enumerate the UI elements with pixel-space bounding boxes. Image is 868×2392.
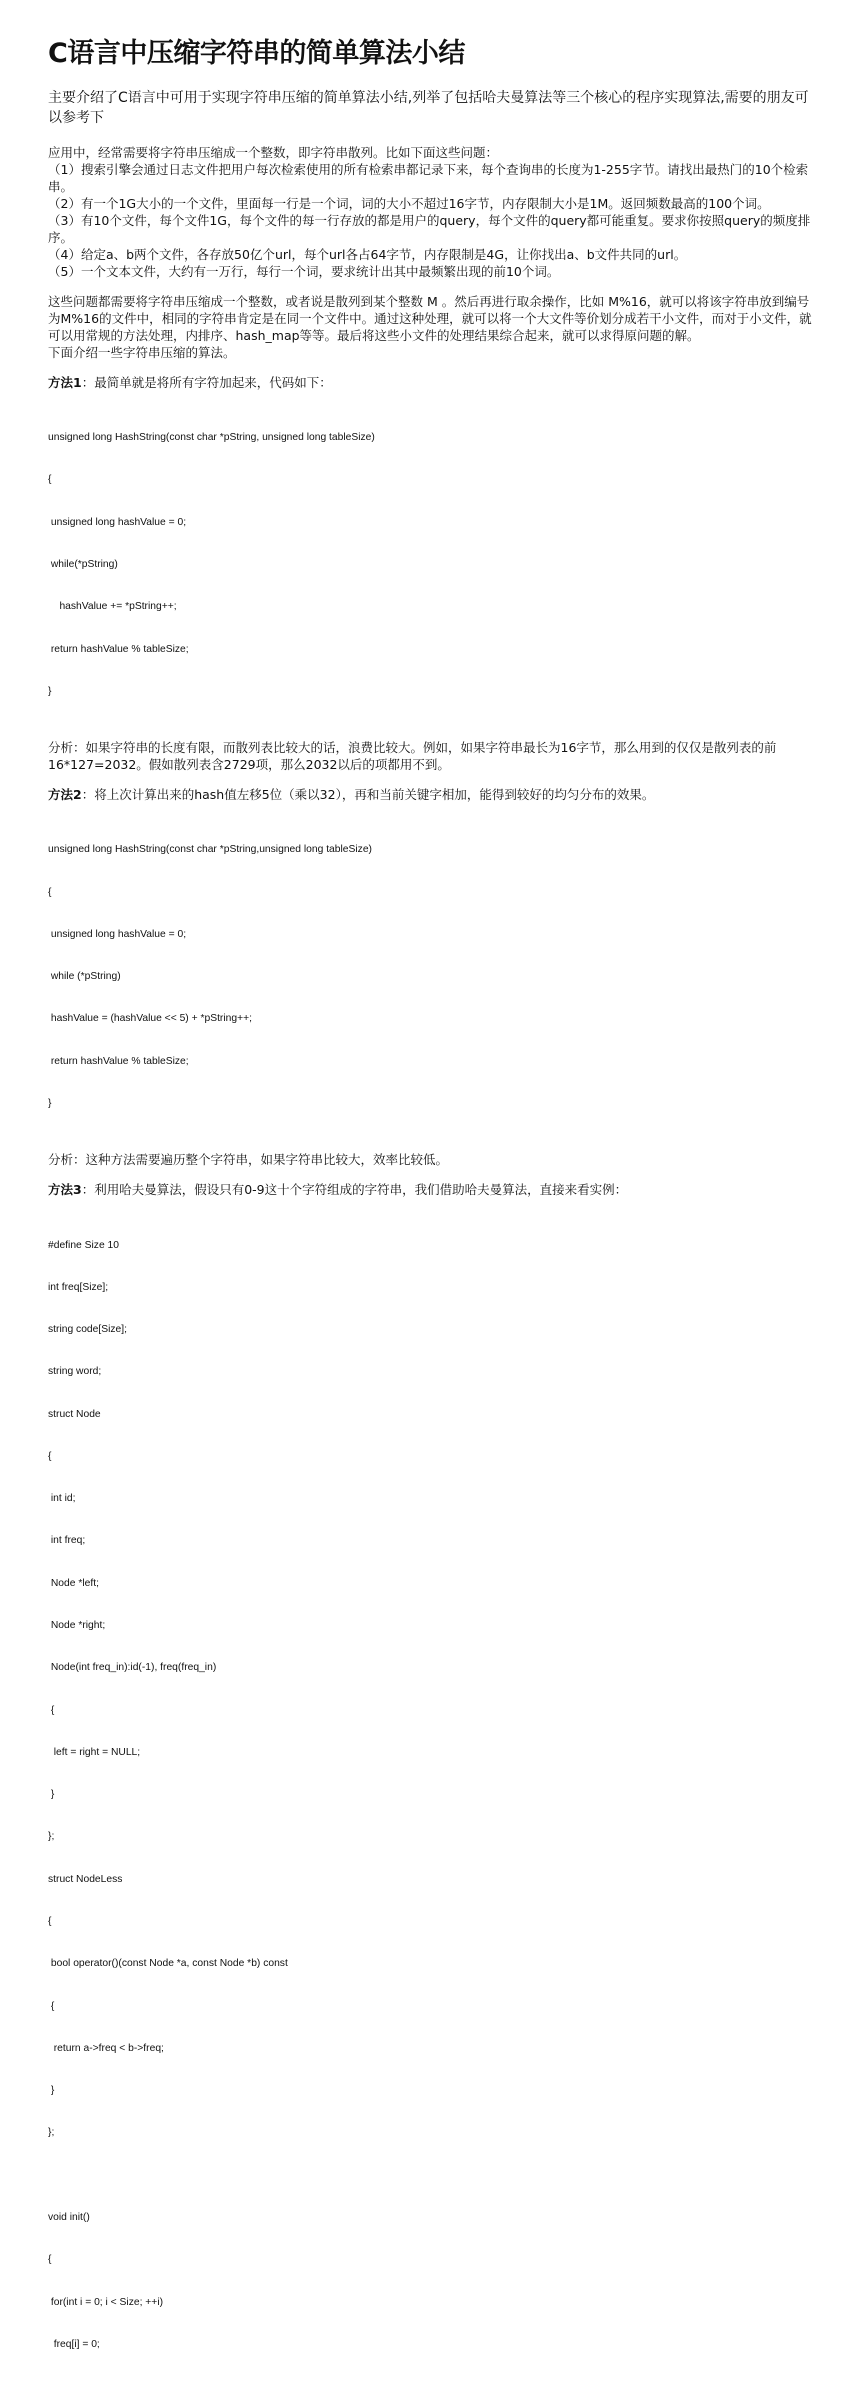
method-label: 方法1 (48, 375, 82, 390)
code-line: { (48, 1704, 55, 1716)
code-line: return hashValue % tableSize; (48, 1055, 189, 1067)
intro-paragraph (48, 144, 820, 280)
code-line: bool operator()(const Node *a, const Node *b) const (48, 1958, 288, 1970)
code-line: hashValue += *pString++; (48, 601, 177, 613)
code-line: } (48, 685, 52, 697)
method-text: ：最简单就是将所有字符加起来，代码如下： (81, 375, 332, 390)
method3-heading (48, 1181, 820, 1198)
code-line: { (48, 1916, 52, 1927)
code-line: hashValue = (hashValue << 5) + *pString++; (48, 1013, 252, 1025)
code-line (48, 2169, 820, 2183)
analysis2: 分析：这种方法需要遍历整个字符串，如果字符串比较大，效率比较低。 (48, 1152, 449, 1168)
code-line: unsigned long hashValue = 0; (48, 928, 187, 940)
explanation-text: 这些问题都需要将字符串压缩成一个整数，或者说是散列到某个整数 M 。然后再进行取余操作，比如 M%16，就可以将该字符串放到编号为M%16的文件中，相同的字符串肯定是在同一个文件中。通过这种处理，就可以将一个大文件等价划分成若干小文件，而对于小文件，就可以用常规的方法处理，内排序、hash_map等等。最后将这些小文件的处理结果综合起来，就可以求得原问题的解。 (48, 294, 812, 343)
code-line: freq[i] = 0; (48, 2338, 100, 2350)
code-line: return a->freq < b->freq; (48, 2042, 164, 2054)
explanation-text: 下面介绍一些字符串压缩的算法。 (48, 345, 236, 360)
intro-line: （2）有一个1G大小的一个文件，里面每一行是一个词，词的大小不超过16字节，内存限制大小是1M。返回频数最高的100个词。 (48, 196, 770, 211)
code-line: struct NodeLess (48, 1873, 123, 1885)
intro-line: （4）给定a、b两个文件，各存放50亿个url，每个url各占64字节，内存限制是4G，让你找出a、b文件共同的url。 (48, 247, 687, 262)
code-line: int freq[Size]; (48, 1281, 109, 1293)
code-block-1 (48, 403, 820, 727)
code-line: { (48, 2000, 55, 2012)
code-line: string code[Size]; (48, 1324, 127, 1336)
code-line: int id; (48, 1493, 76, 1505)
code-line: } (48, 2085, 55, 2097)
code-line: } (48, 1098, 52, 1110)
method-text: ：利用哈夫曼算法，假设只有0-9这十个字符组成的字符串，我们借助哈夫曼算法，直接来看实例： (81, 1182, 628, 1198)
code-line: { (48, 474, 52, 486)
code-line: Node *right; (48, 1620, 106, 1632)
code-line: string word; (48, 1366, 102, 1378)
intro-line: （1）搜索引擎会通过日志文件把用户每次检索使用的所有检索串都记录下来，每个查询串的长度为1-255字节。请找出最热门的10个检索串。 (48, 162, 809, 194)
code-block-3 (48, 1210, 820, 2380)
intro-line: 应用中，经常需要将字符串压缩成一个整数，即字符串散列。比如下面这些问题： (48, 145, 499, 160)
article (48, 34, 820, 2392)
code-line: }; (48, 1831, 55, 1843)
code-line: unsigned long hashValue = 0; (48, 516, 187, 528)
code-line: left = right = NULL; (48, 1746, 141, 1758)
code-line: }; (48, 2127, 55, 2139)
article-summary: 主要介绍了C语言中可用于实现字符串压缩的简单算法小结,列举了包括哈夫曼算法等三个核心的程序实现算法,需要的朋友可以参考下 (48, 90, 809, 126)
analysis1: 分析：如果字符串的长度有限，而散列表比较大的话，浪费比较大。例如，如果字符串最长为16字节，那么用到的仅仅是散列表的前16*127=2032。假如散列表含2729项，那么2032以后的项都用不到。 (48, 740, 777, 773)
intro-line: （5）一个文本文件，大约有一万行，每行一个词，要求统计出其中最频繁出现的前10个词。 (48, 264, 560, 279)
method-label: 方法3 (48, 1182, 82, 1198)
code-line: int freq; (48, 1535, 86, 1547)
code-line: } (48, 1789, 55, 1801)
explanation-paragraph (48, 293, 820, 361)
code-block-2 (48, 815, 820, 1139)
intro-line: （3）有10个文件，每个文件1G，每个文件的每一行存放的都是用户的query，每个文件的query都可能重复。要求你按照query的频度排序。 (48, 213, 811, 245)
code-line: #define Size 10 (48, 1239, 119, 1251)
code-line: Node(int freq_in):id(-1), freq(freq_in) (48, 1662, 217, 1674)
code-line: Node *left; (48, 1577, 99, 1589)
code-line: unsigned long HashString(const char *pString, unsigned long tableSize) (48, 432, 375, 444)
code-line: return hashValue % tableSize; (48, 643, 189, 655)
code-line: unsigned long HashString(const char *pString,unsigned long tableSize) (48, 844, 372, 856)
code-line: { (48, 2254, 52, 2266)
code-line: { (48, 886, 52, 898)
method1-heading (48, 374, 820, 391)
code-line: void init() (48, 2211, 90, 2223)
method-text: ：将上次计算出来的hash值左移5位（乘以32），再和当前关键字相加，能得到较好的均匀分布的效果。 (81, 787, 655, 803)
method-label: 方法2 (48, 787, 82, 803)
method2-heading (48, 786, 820, 803)
page-title: C语言中压缩字符串的简单算法小结 (48, 38, 465, 69)
code-line: { (48, 1450, 52, 1462)
code-line: while (*pString) (48, 971, 121, 983)
code-line: while(*pString) (48, 559, 118, 571)
code-line: for(int i = 0; i < Size; ++i) (48, 2296, 164, 2308)
code-line: struct Node (48, 1408, 101, 1420)
